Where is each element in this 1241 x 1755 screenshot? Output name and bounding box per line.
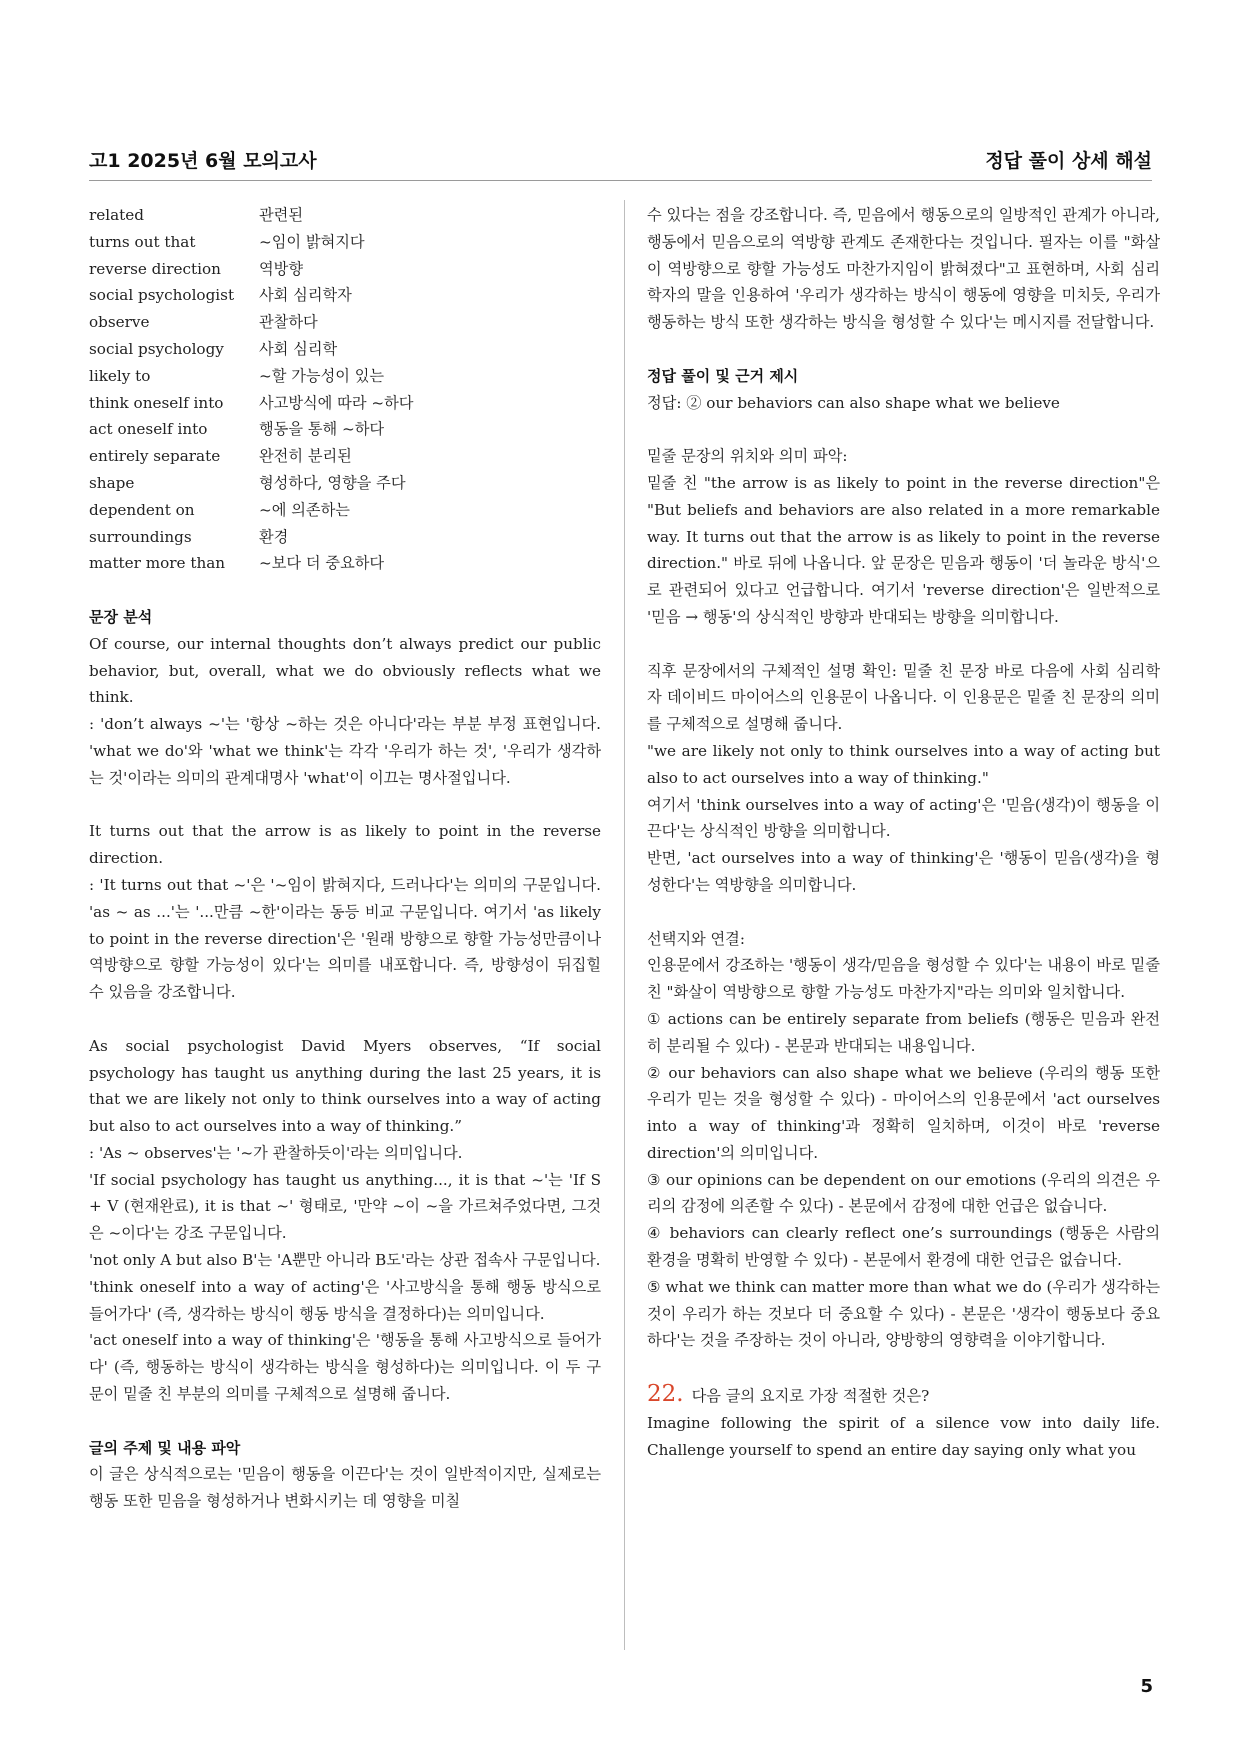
vocab-meaning: ~임이 밝혀지다: [259, 232, 365, 251]
choice-item: ① actions can be entirely separate from beliefs (행동은 믿음과 완전히 분리될 수 있다) - 본문과 반대되는 내용입니다.: [647, 1009, 1160, 1055]
vocab-row: [89, 443, 601, 470]
spacer: [647, 336, 1160, 363]
vocab-term: related: [89, 206, 144, 224]
vocab-meaning: 관련된: [259, 206, 304, 224]
vocab-row: [89, 550, 601, 577]
vocab-row: [89, 202, 601, 229]
vocab-meaning: 역방향: [259, 259, 304, 278]
vocab-meaning: ~에 의존하는: [259, 500, 350, 519]
quote-note: 여기서 'think ourselves into a way of acting'은 '믿음(생각)이 행동을 이끈다'는 상식적인 방향을 의미합니다.: [647, 795, 1160, 841]
question-22-header: [647, 1381, 1160, 1410]
sentence-note: 'If social psychology has taught us anything..., it is that ~'는 'If S + V (현재완료), it is that ~' 형태로, '만약 ~이 ~을 가르쳐주었다면, 그것은 ~이다'는 강조 구문입니다.: [89, 1170, 601, 1243]
sentence-note: 'think oneself into a way of acting'은 '사고방식을 통해 행동 방식으로 들어가다' (즉, 생각하는 방식이 행동 방식을 결정하다)는 의미입니다.: [89, 1277, 601, 1323]
page-header: [89, 140, 1152, 181]
question-number: 22.: [647, 1381, 684, 1408]
spacer: [89, 1408, 601, 1435]
vocab-term: observe: [89, 313, 150, 332]
vocab-term: social psychologist: [89, 286, 235, 305]
theme-paragraph-continued: 수 있다는 점을 강조합니다. 즉, 믿음에서 행동으로의 일방적인 관계가 아니라, 행동에서 믿음으로의 역방향 관계도 존재한다는 것입니다. 필자는 이를 "화살이 역방향으로 향할 가능성도 마찬가지임이 밝혀졌다"고 표현하며, 사회 심리학자의 말을 인용하여 '우리가 생각하는 방식이 행동에 영향을 미치듯, 우리가 행동하는 방식 또한 생각하는 방식을 형성할 수 있다'는 메시지를 전달합니다.: [647, 206, 1160, 332]
vocab-term: turns out that: [89, 232, 196, 251]
vocab-meaning: 사회 심리학자: [259, 286, 352, 305]
sentence-note: : 'don’t always ~'는 '항상 ~하는 것은 아니다'라는 부분 부정 표현입니다. 'what we do'와 'what we think'는 각각 '우리가 하는 것', '우리가 생각하는 것'이라는 의미의 관계대명사 'what'이 이끄는 명사절입니다.: [89, 715, 601, 787]
vocab-meaning: 환경: [259, 527, 289, 546]
vocab-row: [89, 256, 601, 283]
vocab-meaning: ~보다 더 중요하다: [259, 554, 385, 573]
spacer: [647, 416, 1160, 443]
vocab-term: reverse direction: [89, 259, 221, 278]
vocab-term: dependent on: [89, 500, 195, 519]
vocab-row: [89, 336, 601, 363]
vocab-meaning: 형성하다, 영향을 주다: [259, 473, 406, 492]
underline-explanation: 밑줄 친 "the arrow is as likely to point in the reverse direction"은 "But beliefs and behaviors are also related in a more remarkable way. It turns out that the arrow is as likely to point in the reverse direction." 바로 뒤에 나옵니다. 앞 문장은 믿음과 행동이 '더 놀라운 방식'으로 관련되어 있다고 언급합니다. 여기서 'reverse direction'은 일반적으로 '믿음 → 행동'의 상식적인 방향과 반대되는 방향을 의미합니다.: [647, 473, 1160, 626]
vocab-row: [89, 363, 601, 390]
vocab-meaning: ~할 가능성이 있는: [259, 366, 385, 385]
vocab-row: [89, 229, 601, 256]
choice-item: ③ our opinions can be dependent on our emotions (우리의 의견은 우리의 감정에 의존할 수 있다) - 본문에서 감정에 대한 언급은 없습니다.: [647, 1170, 1160, 1216]
vocab-meaning: 사고방식에 따라 ~하다: [259, 393, 414, 412]
vocab-row: [89, 524, 601, 551]
section-heading-answer: 정답 풀이 및 근거 제시: [647, 366, 799, 385]
theme-paragraph: 이 글은 상식적으로는 '믿음이 행동을 이끈다'는 것이 일반적이지만, 실제로는 행동 또한 믿음을 형성하거나 변화시키는 데 영향을 미칠: [89, 1465, 601, 1511]
vocab-list: [89, 202, 601, 577]
document-title: 고1 2025년 6월 모의고사: [89, 150, 317, 172]
quote-note: 반면, 'act ourselves into a way of thinking'은 '행동이 믿음(생각)을 형성한다'는 역방향을 의미합니다.: [647, 849, 1160, 894]
spacer: [647, 899, 1160, 926]
section-heading-theme: 글의 주제 및 내용 파악: [89, 1438, 241, 1457]
vocab-meaning: 완전히 분리된: [259, 447, 352, 466]
choice-item: ② our behaviors can also shape what we believe (우리의 행동 또한 우리가 믿는 것을 형성할 수 있다) - 마이어스의 인용문에서 'act ourselves into a way of thinking'과 정확히 일치하며, 이것이 바로 'reverse direction'의 의미입니다.: [647, 1063, 1160, 1162]
example-sentence: Of course, our internal thoughts don’t always predict our public behavior, but, overall, what we do obviously reflects what we think.: [89, 634, 601, 707]
example-sentence: As social psychologist David Myers observes, “If social psychology has taught us anything during the last 25 years, it is that we are likely not only to think ourselves into a way of acting but also to act ourselves into a way of thinking.”: [89, 1036, 601, 1136]
left-column: [89, 202, 601, 1515]
vocab-term: social psychology: [89, 339, 224, 358]
document-subtitle: 정답 풀이 상세 해설: [985, 150, 1152, 172]
vocab-meaning: 관찰하다: [259, 313, 318, 332]
question-prompt: 다음 글의 요지로 가장 적절한 것은?: [691, 1387, 930, 1406]
spacer: [89, 577, 601, 604]
vocab-term: shape: [89, 473, 135, 492]
sentence-note: : 'It turns out that ~'은 '~임이 밝혀지다, 드러나다'는 의미의 구문입니다. 'as ~ as ...'는 '...만큼 ~한'이라는 동등 비교 구문입니다. 여기서 'as likely to point in the reverse direction'은 '원래 방향으로 향할 가능성만큼이나 역방향으로 향할 가능성이 있다'는 의미를 내포합니다. 즉, 방향성이 뒤집힐 수 있음을 강조합니다.: [89, 875, 601, 1002]
right-column: [647, 202, 1160, 1463]
vocab-term: act oneself into: [89, 420, 208, 439]
vocab-term: matter more than: [89, 554, 226, 573]
sentence-note: 'not only A but also B'는 'A뿐만 아니라 B도'라는 상관 접속사 구문입니다.: [89, 1251, 601, 1270]
vocab-row: [89, 497, 601, 524]
vocab-row: [89, 470, 601, 497]
sentence-note: 'act oneself into a way of thinking'은 '행동을 통해 사고방식으로 들어가다' (즉, 행동하는 방식이 생각하는 방식을 형성하다)는 의미입니다. 이 두 구문이 밑줄 친 부분의 의미를 구체적으로 설명해 줍니다.: [89, 1331, 601, 1404]
column-divider: [624, 200, 625, 1650]
choice-title: 선택지와 연결:: [647, 929, 745, 948]
vocab-term: likely to: [89, 366, 151, 385]
spacer: [647, 1354, 1160, 1381]
vocab-row: [89, 416, 601, 443]
question-passage: Imagine following the spirit of a silence vow into daily life. Challenge yourself to spend an entire day saying only what you: [647, 1413, 1160, 1459]
choice-item: ④ behaviors can clearly reflect one’s surroundings (행동은 사람의 환경을 명확히 반영할 수 있다) - 본문에서 환경에 대한 언급은 없습니다.: [647, 1224, 1160, 1270]
spacer: [89, 1006, 601, 1033]
underline-title: 밑줄 문장의 위치와 의미 파악:: [647, 447, 848, 466]
sentence-note: : 'As ~ observes'는 '~가 관찰하듯이'라는 의미입니다.: [89, 1143, 463, 1162]
vocab-row: [89, 309, 601, 336]
example-sentence: It turns out that the arrow is as likely to point in the reverse direction.: [89, 822, 601, 868]
vocab-row: [89, 282, 601, 309]
quote-text: "we are likely not only to think ourselves into a way of acting but also to act ourselves into a way of thinking.": [647, 741, 1160, 787]
spacer: [89, 792, 601, 819]
section-heading-sentence-analysis: 문장 분석: [89, 607, 153, 626]
answer-line: 정답: ② our behaviors can also shape what we believe: [647, 393, 1060, 412]
vocab-term: entirely separate: [89, 447, 221, 466]
vocab-term: think oneself into: [89, 393, 224, 412]
follow-explanation: 직후 문장에서의 구체적인 설명 확인: 밑줄 친 문장 바로 다음에 사회 심리학자 데이비드 마이어스의 인용문이 나옵니다. 이 인용문은 밑줄 친 문장의 의미를 구체적으로 설명해 줍니다.: [647, 661, 1160, 734]
choice-intro: 인용문에서 강조하는 '행동이 생각/믿음을 형성할 수 있다'는 내용이 바로 밑줄 친 "화살이 역방향으로 향할 가능성도 마찬가지"라는 의미와 일치합니다.: [647, 956, 1160, 1002]
page-number: 5: [1140, 1676, 1153, 1697]
spacer: [647, 631, 1160, 658]
vocab-meaning: 행동을 통해 ~하다: [259, 420, 385, 439]
vocab-term: surroundings: [89, 527, 192, 546]
vocab-meaning: 사회 심리학: [259, 339, 338, 358]
vocab-row: [89, 390, 601, 417]
choice-item: ⑤ what we think can matter more than what we do (우리가 생각하는 것이 우리가 하는 것보다 더 중요할 수 있다) - 본문은 '생각이 행동보다 중요하다'는 것을 주장하는 것이 아니라, 양방향의 영향력을 이야기합니다.: [647, 1277, 1160, 1350]
